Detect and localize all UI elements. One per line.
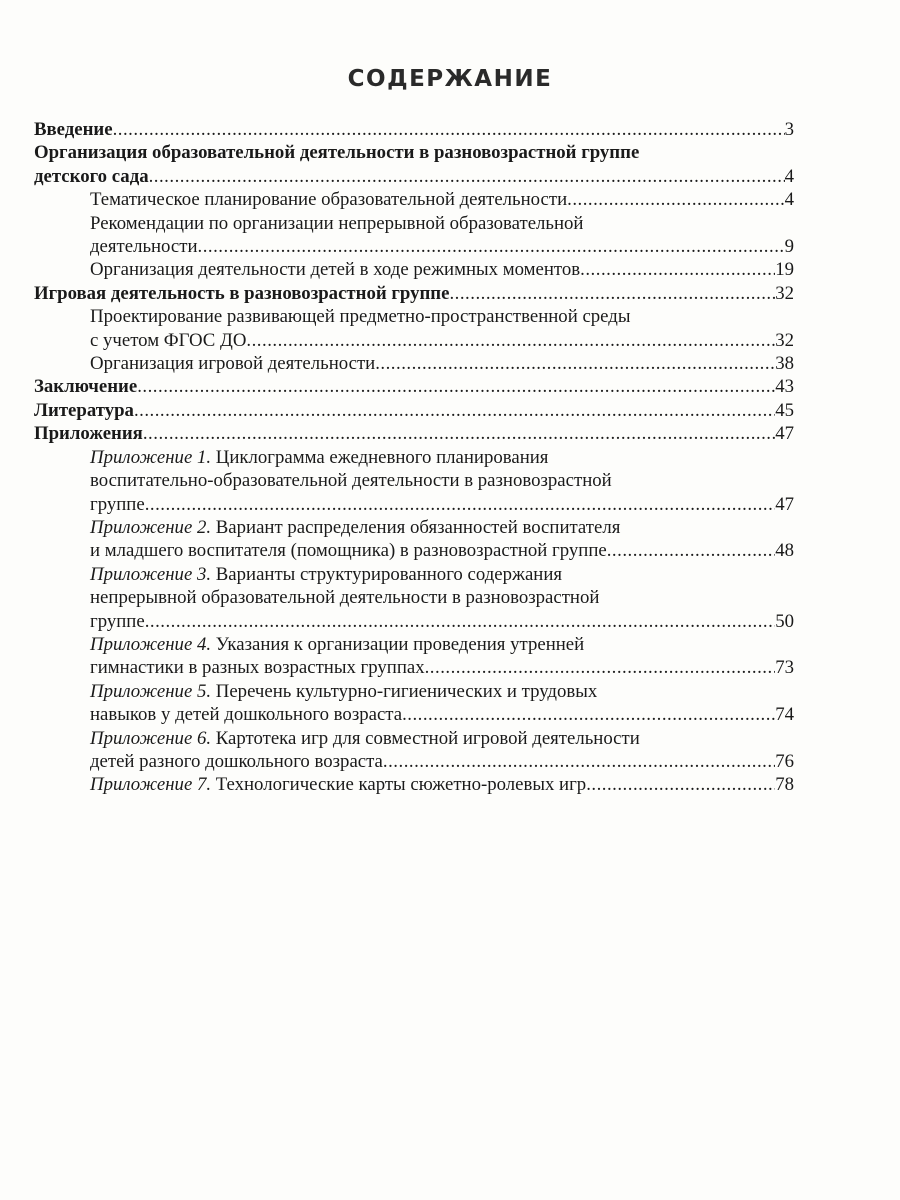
toc-entry-title: гимнастики в разных возрастных группах <box>90 657 425 679</box>
leader-dots <box>113 118 785 141</box>
toc-page-number: 4 <box>784 165 794 187</box>
toc-subentry-continuation <box>34 235 794 258</box>
appendix-title: Перечень культурно-гигиенических и трудовых <box>211 680 598 702</box>
leader-dots <box>586 773 775 796</box>
toc-subentry <box>34 305 794 328</box>
appendix-title: Варианты структурированного содержания <box>211 563 563 585</box>
toc-entry <box>34 141 794 164</box>
toc-subentry <box>34 188 794 211</box>
toc-page-number: 3 <box>784 119 794 140</box>
toc-page-number: 48 <box>775 540 794 562</box>
leader-dots <box>425 656 776 679</box>
toc-entry-title: и младшего воспитателя (помощника) в разновозрастной группе <box>90 540 607 562</box>
appendix-label: Приложение 1. <box>90 446 212 468</box>
toc-appendix-continuation <box>34 539 794 562</box>
toc-entry-title: Заключение <box>34 376 138 398</box>
toc-entry-title: Литература <box>34 399 134 421</box>
leader-dots <box>567 188 784 211</box>
toc-entry-title: Введение <box>34 119 113 140</box>
toc-appendix-continuation <box>34 469 794 492</box>
appendix-title: Вариант распределения обязанностей воспитателя <box>211 516 621 538</box>
table-of-contents <box>34 118 794 797</box>
toc-entry <box>34 399 794 422</box>
toc-appendix-entry <box>34 633 794 656</box>
toc-appendix-entry <box>34 727 794 750</box>
leader-dots <box>134 399 775 422</box>
appendix-title: Картотека игр для совместной игровой деятельности <box>211 727 640 749</box>
toc-entry-title: Приложения <box>34 423 143 445</box>
toc-entry-title: Рекомендации по организации непрерывной образовательной <box>90 212 584 234</box>
toc-appendix-continuation <box>34 493 794 516</box>
toc-appendix-continuation <box>34 656 794 679</box>
leader-dots <box>607 539 775 562</box>
toc-entry-title <box>90 516 620 539</box>
toc-entry-title: непрерывной образовательной деятельности в разновозрастной <box>90 587 600 609</box>
toc-entry-title: Тематическое планирование образовательной деятельности <box>90 189 568 211</box>
toc-appendix-entry <box>34 516 794 539</box>
toc-appendix-entry <box>34 563 794 586</box>
toc-page-number: 73 <box>775 657 794 679</box>
leader-dots <box>383 750 775 773</box>
toc-page-number: 43 <box>775 376 794 398</box>
appendix-title: Указания к организации проведения утренней <box>211 633 585 655</box>
toc-entry <box>34 282 794 305</box>
toc-page-number: 9 <box>784 236 794 258</box>
toc-page-number: 32 <box>775 329 794 351</box>
toc-subentry-continuation <box>34 329 794 352</box>
appendix-label: Приложение 7. <box>90 774 212 796</box>
toc-subentry <box>34 212 794 235</box>
toc-page-number: 50 <box>775 610 794 632</box>
leader-dots <box>198 235 785 258</box>
toc-entry-title: группе <box>90 610 145 632</box>
toc-entry <box>34 118 794 141</box>
toc-entry-title: группе <box>90 493 145 515</box>
toc-entry-title: деятельности <box>90 236 198 258</box>
toc-page-number: 19 <box>775 259 794 281</box>
toc-page-number: 32 <box>775 282 794 304</box>
appendix-label: Приложение 4. <box>90 633 212 655</box>
toc-entry <box>34 422 794 445</box>
toc-entry-title <box>90 563 562 586</box>
toc-appendix-entry <box>34 446 794 469</box>
toc-entry-title <box>90 727 640 750</box>
toc-page-number: 45 <box>775 399 794 421</box>
toc-entry-title: воспитательно-образовательной деятельности в разновозрастной <box>90 470 612 492</box>
toc-entry-title: навыков у детей дошкольного возраста <box>90 704 403 726</box>
toc-appendix-entry <box>34 773 794 796</box>
toc-appendix-continuation <box>34 750 794 773</box>
toc-appendix-continuation <box>34 610 794 633</box>
toc-appendix-continuation <box>34 586 794 609</box>
toc-entry <box>34 375 794 398</box>
page-title: СОДЕРЖАНИЕ <box>347 66 553 92</box>
toc-page-number: 47 <box>775 493 794 515</box>
toc-entry-title <box>90 446 548 469</box>
leader-dots <box>402 703 775 726</box>
appendix-label: Приложение 2. <box>90 516 212 538</box>
toc-page-number: 78 <box>775 774 794 796</box>
leader-dots <box>143 422 775 445</box>
toc-appendix-continuation <box>34 703 794 726</box>
leader-dots <box>149 165 785 188</box>
leader-dots <box>580 258 775 281</box>
toc-entry-title <box>90 680 597 703</box>
toc-entry-title: Проектирование развивающей предметно-пространственной среды <box>90 306 631 328</box>
toc-entry-title: детского сада <box>34 165 149 187</box>
toc-page-number: 38 <box>775 353 794 375</box>
toc-appendix-entry <box>34 680 794 703</box>
toc-page-number: 4 <box>784 189 794 211</box>
leader-dots <box>449 282 775 305</box>
toc-subentry <box>34 352 794 375</box>
toc-entry-title <box>90 773 586 796</box>
toc-entry-title: с учетом ФГОС ДО <box>90 329 247 351</box>
appendix-label: Приложение 3. <box>90 563 212 585</box>
toc-page-number: 47 <box>775 423 794 445</box>
leader-dots <box>145 610 776 633</box>
toc-entry-title: Организация образовательной деятельности в разновозрастной группе <box>34 142 640 164</box>
toc-entry-title: Игровая деятельность в разновозрастной группе <box>34 282 450 304</box>
appendix-title: Циклограмма ежедневного планирования <box>211 446 549 468</box>
leader-dots <box>145 493 776 516</box>
toc-entry-continuation <box>34 165 794 188</box>
appendix-label: Приложение 6. <box>90 727 212 749</box>
leader-dots <box>137 375 775 398</box>
toc-entry-title <box>90 633 584 656</box>
toc-entry-title: Организация деятельности детей в ходе режимных моментов <box>90 259 581 281</box>
appendix-label: Приложение 5. <box>90 680 212 702</box>
toc-entry-title: детей разного дошкольного возраста <box>90 750 383 772</box>
toc-page-number: 74 <box>775 704 794 726</box>
toc-page-number: 76 <box>775 750 794 772</box>
toc-subentry <box>34 258 794 281</box>
leader-dots <box>375 352 775 375</box>
leader-dots <box>246 329 775 352</box>
appendix-title: Технологические карты сюжетно-ролевых игр <box>211 774 587 796</box>
toc-entry-title: Организация игровой деятельности <box>90 353 376 375</box>
